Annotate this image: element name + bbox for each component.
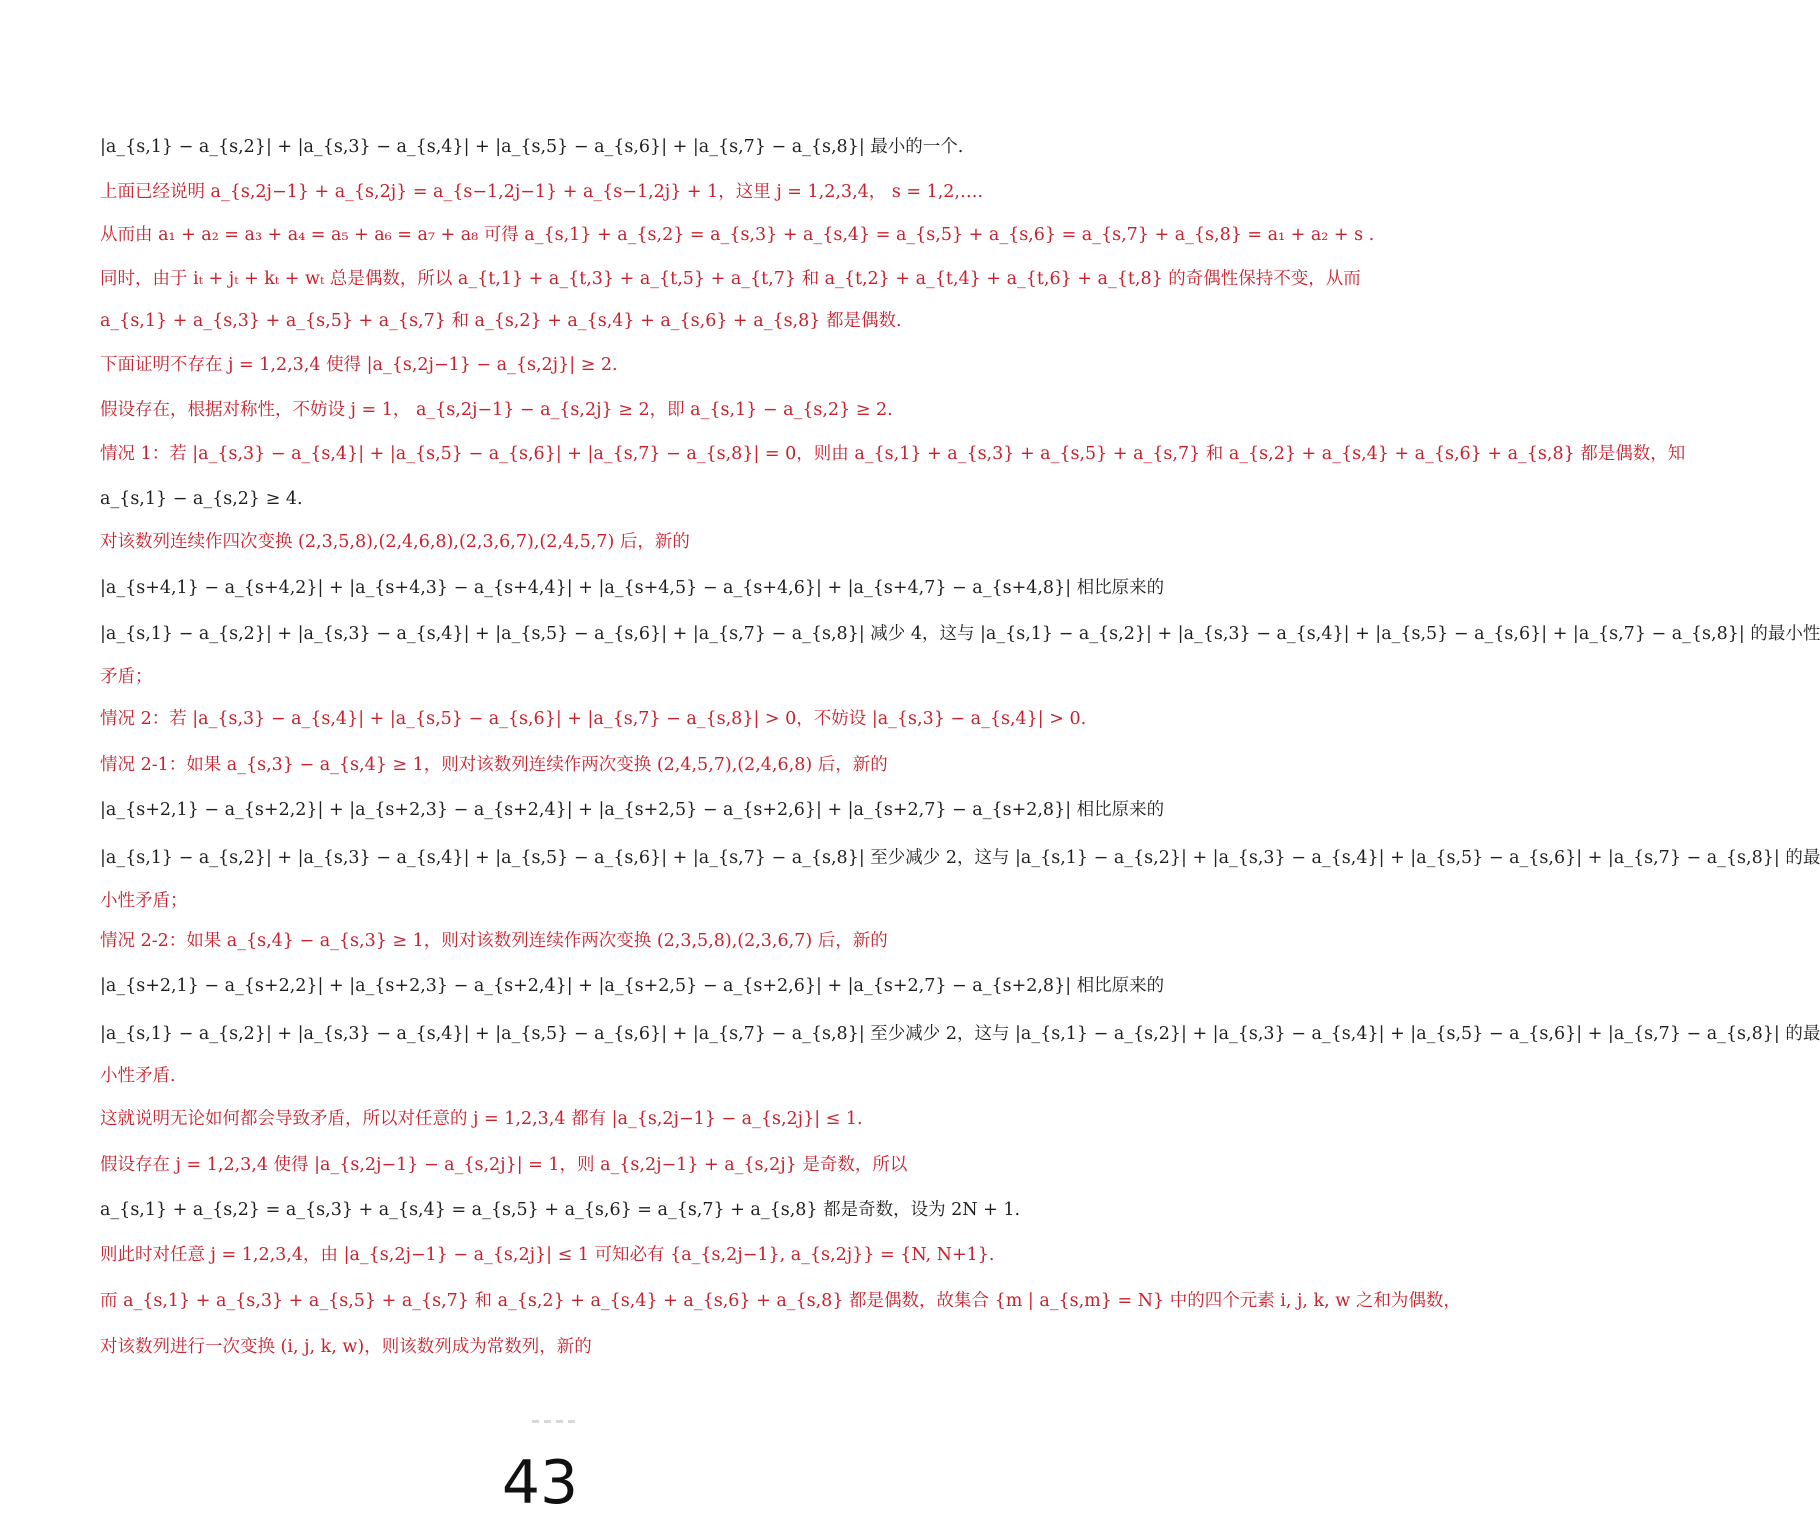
text-line-28: 对该数列进行一次变换 (i, j, k, w)，则该数列成为常数列，新的 [100,1337,592,1357]
text-line-20: |a_{s+2,1} − a_{s+2,2}| + |a_{s+2,3} − a_{s+2,4}| + |a_{s+2,5} − a_{s+2,6}| + |a_{s+2,7} − a_{s+2,8}| 相比原来的 [100,976,1165,996]
text-line-7: 假设存在，根据对称性，不妨设 j = 1， a_{s,2j−1} − a_{s,2j} ≥ 2，即 a_{s,1} − a_{s,2} ≥ 2. [100,400,893,420]
text-line-11: |a_{s+4,1} − a_{s+4,2}| + |a_{s+4,3} − a_{s+4,4}| + |a_{s+4,5} − a_{s+4,6}| + |a_{s+4,7} − a_{s+4,8}| 相比原来的 [100,578,1165,598]
text-line-9: a_{s,1} − a_{s,2} ≥ 4. [100,489,303,509]
text-line-21: |a_{s,1} − a_{s,2}| + |a_{s,3} − a_{s,4}| + |a_{s,5} − a_{s,6}| + |a_{s,7} − a_{s,8}| 至少减少 2，这与 |a_{s,1} − a_{s,2}| + |a_{s,3} − a_{s,4}| + |a_{s,5} − a_{s,6}| + |a_{s,7} − a_{s,8}| 的最 [100,1024,1820,1044]
text-line-5: a_{s,1} + a_{s,3} + a_{s,5} + a_{s,7} 和 a_{s,2} + a_{s,4} + a_{s,6} + a_{s,8} 都是偶数. [100,311,902,331]
text-line-14: 情况 2：若 |a_{s,3} − a_{s,4}| + |a_{s,5} − a_{s,6}| + |a_{s,7} − a_{s,8}| > 0，不妨设 |a_{s,3} − a_{s,4}| > 0. [100,709,1087,729]
text-line-13: 矛盾； [100,667,153,687]
text-line-10: 对该数列连续作四次变换 (2,3,5,8),(2,4,6,8),(2,3,6,7),(2,4,5,7) 后，新的 [100,532,690,552]
text-line-25: a_{s,1} + a_{s,2} = a_{s,3} + a_{s,4} = a_{s,5} + a_{s,6} = a_{s,7} + a_{s,8} 都是奇数，设为 2N + 1. [100,1200,1021,1220]
text-line-1: |a_{s,1} − a_{s,2}| + |a_{s,3} − a_{s,4}| + |a_{s,5} − a_{s,6}| + |a_{s,7} − a_{s,8}| 最小的一个. [100,137,964,157]
text-line-16: |a_{s+2,1} − a_{s+2,2}| + |a_{s+2,3} − a_{s+2,4}| + |a_{s+2,5} − a_{s+2,6}| + |a_{s+2,7} − a_{s+2,8}| 相比原来的 [100,800,1165,820]
page-number: 43 [501,1448,579,1518]
text-line-2: 上面已经说明 a_{s,2j−1} + a_{s,2j} = a_{s−1,2j−1} + a_{s−1,2j} + 1，这里 j = 1,2,3,4， s = 1,2,…. [100,182,984,202]
text-line-24: 假设存在 j = 1,2,3,4 使得 |a_{s,2j−1} − a_{s,2j}| = 1，则 a_{s,2j−1} + a_{s,2j} 是奇数，所以 [100,1155,908,1175]
text-line-15: 情况 2-1：如果 a_{s,3} − a_{s,4} ≥ 1，则对该数列连续作两次变换 (2,4,5,7),(2,4,6,8) 后，新的 [100,755,888,775]
page-divider-dots [532,1420,578,1426]
text-line-8: 情况 1：若 |a_{s,3} − a_{s,4}| + |a_{s,5} − a_{s,6}| + |a_{s,7} − a_{s,8}| = 0，则由 a_{s,1} + a_{s,3} + a_{s,5} + a_{s,7} 和 a_{s,2} + a_{s,4} + a_{s,6} + a_{s,8} 都是偶数，知 [100,444,1686,464]
text-line-3: 从而由 a₁ + a₂ = a₃ + a₄ = a₅ + a₆ = a₇ + a₈ 可得 a_{s,1} + a_{s,2} = a_{s,3} + a_{s,4} = a_{s,5} + a_{s,6} = a_{s,7} + a_{s,8} = a₁ + a₂ + s . [100,225,1375,245]
text-line-12: |a_{s,1} − a_{s,2}| + |a_{s,3} − a_{s,4}| + |a_{s,5} − a_{s,6}| + |a_{s,7} − a_{s,8}| 减少 4，这与 |a_{s,1} − a_{s,2}| + |a_{s,3} − a_{s,4}| + |a_{s,5} − a_{s,6}| + |a_{s,7} − a_{s,8}| 的最小性 [100,624,1820,644]
text-line-23: 这就说明无论如何都会导致矛盾，所以对任意的 j = 1,2,3,4 都有 |a_{s,2j−1} − a_{s,2j}| ≤ 1. [100,1109,863,1129]
text-line-6: 下面证明不存在 j = 1,2,3,4 使得 |a_{s,2j−1} − a_{s,2j}| ≥ 2. [100,355,618,375]
text-line-17: |a_{s,1} − a_{s,2}| + |a_{s,3} − a_{s,4}| + |a_{s,5} − a_{s,6}| + |a_{s,7} − a_{s,8}| 至少减少 2，这与 |a_{s,1} − a_{s,2}| + |a_{s,3} − a_{s,4}| + |a_{s,5} − a_{s,6}| + |a_{s,7} − a_{s,8}| 的最 [100,848,1820,868]
text-line-19: 情况 2-2：如果 a_{s,4} − a_{s,3} ≥ 1，则对该数列连续作两次变换 (2,3,5,8),(2,3,6,7) 后，新的 [100,931,888,951]
text-line-26: 则此时对任意 j = 1,2,3,4，由 |a_{s,2j−1} − a_{s,2j}| ≤ 1 可知必有 {a_{s,2j−1}, a_{s,2j}} = {N, N+1}. [100,1245,995,1265]
text-line-4: 同时，由于 iₜ + jₜ + kₜ + wₜ 总是偶数，所以 a_{t,1} + a_{t,3} + a_{t,5} + a_{t,7} 和 a_{t,2} + a_{t,4} + a_{t,6} + a_{t,8} 的奇偶性保持不变，从而 [100,269,1361,289]
text-line-22: 小性矛盾. [100,1066,176,1086]
text-line-27: 而 a_{s,1} + a_{s,3} + a_{s,5} + a_{s,7} 和 a_{s,2} + a_{s,4} + a_{s,6} + a_{s,8} 都是偶数，故集合 {m | a_{s,m} = N} 中的四个元素 i, j, k, w 之和为偶数， [100,1291,1461,1311]
text-line-18: 小性矛盾； [100,891,188,911]
